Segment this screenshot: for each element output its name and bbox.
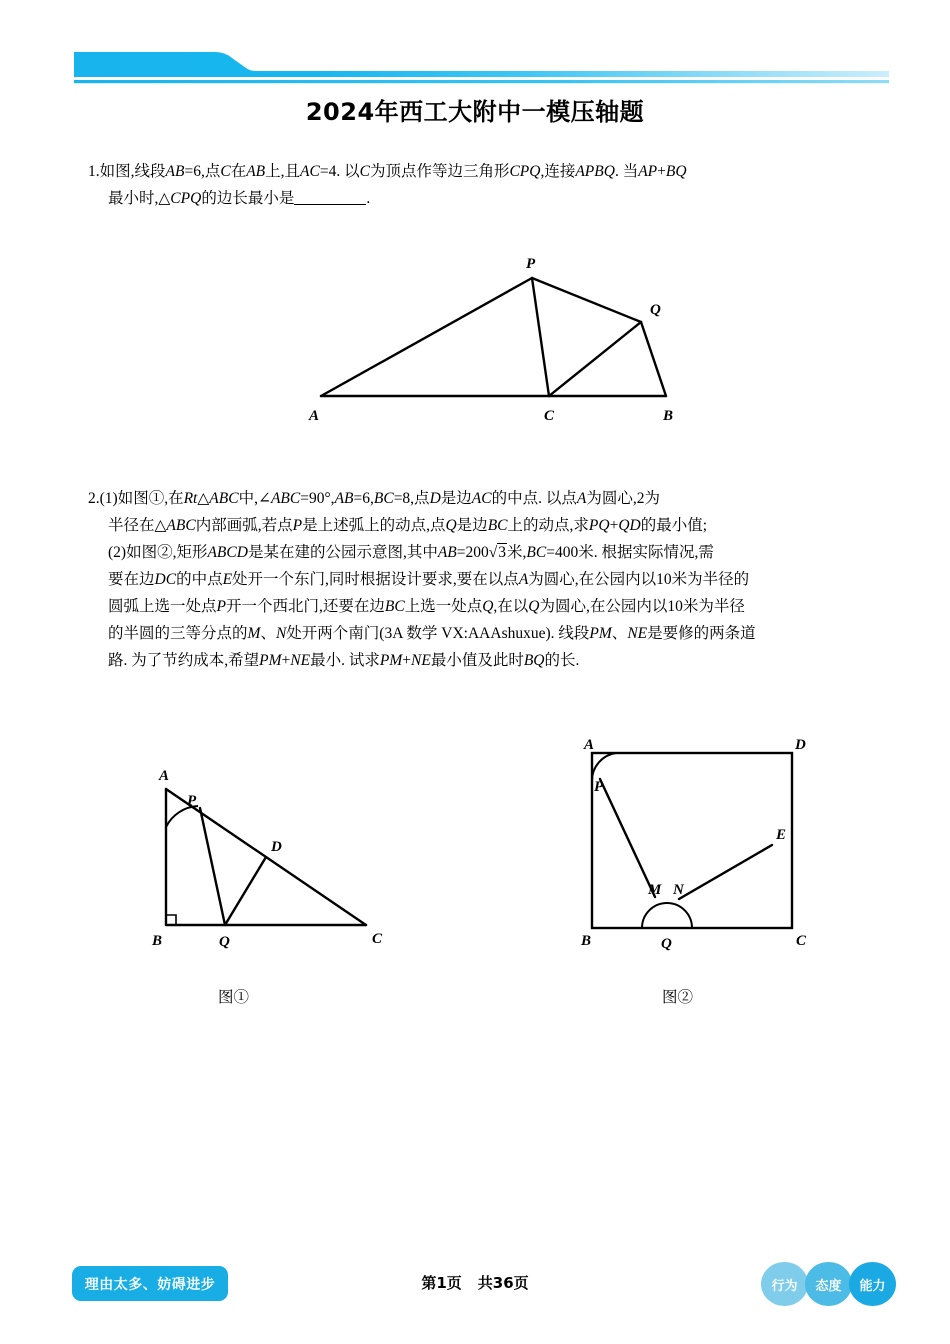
t: 如图②,矩形 [126,544,208,561]
math-ac: AC [300,163,320,180]
t: 是边 [440,490,472,507]
math-pq: PQ [588,517,610,534]
rectangle-abcd [592,753,792,928]
math-d: D [429,490,441,507]
t: . [366,190,371,207]
problem-2-line-7 [88,647,878,674]
t: 圆弧上选一处点 [108,598,217,615]
problem-1-number: 1. [88,163,100,180]
t: 上的动点,求 [507,517,589,534]
math-ne: NE [627,625,648,642]
t: =90°, [300,490,335,507]
math-dc: DC [154,571,177,588]
t: 是要修的两条道 [647,625,756,642]
math-ab: AB [437,544,457,561]
problem-1-line-2 [88,185,878,212]
footer-slogan-badge: 理由太多、妨碍进步 [72,1266,228,1301]
t: 为顶点作等边三角形 [369,163,510,180]
header-banner [0,44,950,86]
t: 为圆心,2为 [586,490,660,507]
figure-one-caption: 图① [218,989,250,1006]
t: 的中点. 以点 [491,490,577,507]
math-rt-abc: Rt△ABC [183,490,239,507]
t: 的半圆的三等分点的 [108,625,248,642]
problem-2 [88,485,878,674]
footer-pill-nengli: 能力 [849,1262,896,1306]
t: 如图 [99,163,131,180]
t: . 当 [614,163,639,180]
arc-center-a [592,753,616,781]
segment-ap [321,278,532,396]
math-p: P [292,517,303,534]
t: + [402,652,411,669]
figure-two [560,735,830,965]
t: 在 [230,163,247,180]
math-q: Q [482,598,494,615]
t: + [657,163,666,180]
t: 、 [611,625,628,642]
label-a: A [309,408,320,424]
t: 最小值及此时 [430,652,524,669]
math-c2: C [359,163,370,180]
math-cpq: CPQ [509,163,541,180]
problem-2-line-5 [88,593,878,620]
problem-1 [88,158,878,212]
footer-pill-taidu: 态度 [805,1262,852,1306]
math-a: A [576,490,587,507]
math-a: A [518,571,529,588]
label-c: C [372,931,383,947]
t: + [281,652,291,669]
segment-pm [600,779,655,897]
segment-pc [532,278,549,396]
label-b: B [152,933,163,949]
label-a: A [584,737,595,753]
math-bc: BC [373,490,394,507]
t: 米, [507,544,527,561]
t: (2) [108,544,127,561]
label-b: B [663,408,674,424]
t: 内部画弧,若点 [195,517,293,534]
math-q2: Q [528,598,540,615]
t: 上,且 [265,163,301,180]
math-bq: BQ [523,652,545,669]
t: =6, [353,490,374,507]
segment-qb [641,322,666,396]
t: 是某在建的公园示意图,其中 [247,544,438,561]
t: ,线段 [130,163,166,180]
t: 上选一处点 [404,598,483,615]
t: 半径在 [108,517,155,534]
label-q: Q [661,936,672,952]
math-ac: AC [471,490,492,507]
math-pm: PM [259,652,282,669]
math-n: N [275,625,287,642]
label-a: A [159,768,170,784]
banner-underline [74,80,889,83]
banner-shape [74,52,889,77]
figure-one [140,755,390,970]
math-p: P [216,598,226,615]
label-q: Q [650,302,661,318]
problem-2-line-4 [88,566,878,593]
math-ab: AB [165,163,185,180]
t: 最小时, [108,190,159,207]
math-bq: BQ [665,163,687,180]
t: 的中点 [176,571,223,588]
t: 如图①,在 [117,490,184,507]
t: 的边长最小是 [201,190,295,207]
t: =4. 以 [319,163,360,180]
math-pm2: PM [379,652,403,669]
problem-2-line-3 [88,539,878,566]
math-bc: BC [526,544,547,561]
label-b: B [581,933,592,949]
segment-pq [532,278,641,322]
math-ap: AP [638,163,658,180]
math-ne2: NE [411,652,431,669]
label-c: C [796,933,807,949]
t: 、 [260,625,276,642]
figure-two-caption: 图② [662,989,694,1006]
t: 为圆心,在公园内以10米为半径的 [528,571,750,588]
t: 的长. [544,652,580,669]
t: 路. 为了节约成本,希望 [108,652,260,669]
t: 要在边 [108,571,155,588]
t: 是上述弧上的动点,点 [302,517,446,534]
t: 处开一个东门,同时根据设计要求,要在以点 [232,571,519,588]
label-c: C [544,408,555,424]
t: + [609,517,619,534]
label-d: D [271,839,282,855]
sqrt-radicand: 3 [498,544,507,561]
math-c: C [220,163,231,180]
label-n: N [673,882,684,898]
t: 中, [238,490,258,507]
footer-pills [761,1262,901,1306]
label-m: M [648,882,662,898]
math-apbq: APBQ [575,163,615,180]
page-current: 第1页 [421,1274,462,1292]
segment-cq [549,322,641,396]
t: (1) [99,490,118,507]
math-bc: BC [384,598,405,615]
answer-blank[interactable] [294,190,366,205]
t: 为圆心,在公园内以10米为半径 [539,598,745,615]
t: =200 [456,544,489,561]
label-p: P [526,256,536,272]
problem-1-line-1 [88,158,878,185]
math-ne: NE [290,652,311,669]
t: 处开两个南门(3A 数学 VX:AAAshuxue). 线段 [286,625,590,642]
math-q: Q [445,517,457,534]
math-abcd: ABCD [207,544,248,561]
label-p: P [594,779,604,795]
t: 的最小值; [640,517,708,534]
segment-qd [225,857,266,925]
math-sqrt3 [489,543,507,561]
math-tri-abc: △ABC [154,517,196,534]
math-m: M [247,625,261,642]
t: 开一个西北门,还要在边 [225,598,385,615]
math-ab: AB [334,490,354,507]
problem-2-line-6 [88,620,878,647]
sqrt-symbol: √ [488,544,498,561]
math-ab2: AB [246,163,266,180]
segment-ne [679,845,772,899]
problem-2-line-1 [88,485,878,512]
math-e: E [222,571,233,588]
math-tri-cpq: △CPQ [158,190,202,207]
t: =8,点 [393,490,430,507]
right-angle-marker-b [166,915,176,925]
label-p: P [187,793,197,809]
t: ,连接 [540,163,576,180]
math-pm: PM [589,625,612,642]
figure-problem-1 [295,250,695,435]
page-total: 共36页 [477,1274,529,1292]
t: =6,点 [184,163,221,180]
label-q: Q [219,934,230,950]
math-bc: BC [487,517,508,534]
t: ,在以 [493,598,529,615]
label-e: E [776,827,787,843]
arc-center-a [166,806,198,827]
math-angle-abc: ∠ABC [257,490,301,507]
t: =400米. 根据实际情况,需 [546,544,714,561]
label-d: D [795,737,806,753]
problem-2-line-2 [88,512,878,539]
t: 最小. 试求 [310,652,380,669]
t: 是边 [456,517,488,534]
page-title: 2024年西工大附中一模压轴题 [305,98,645,126]
footer-pill-xingwei: 行为 [761,1262,808,1306]
math-qd: QD [618,517,641,534]
semicircle-center-q [642,903,692,928]
problem-2-number: 2. [88,490,100,507]
